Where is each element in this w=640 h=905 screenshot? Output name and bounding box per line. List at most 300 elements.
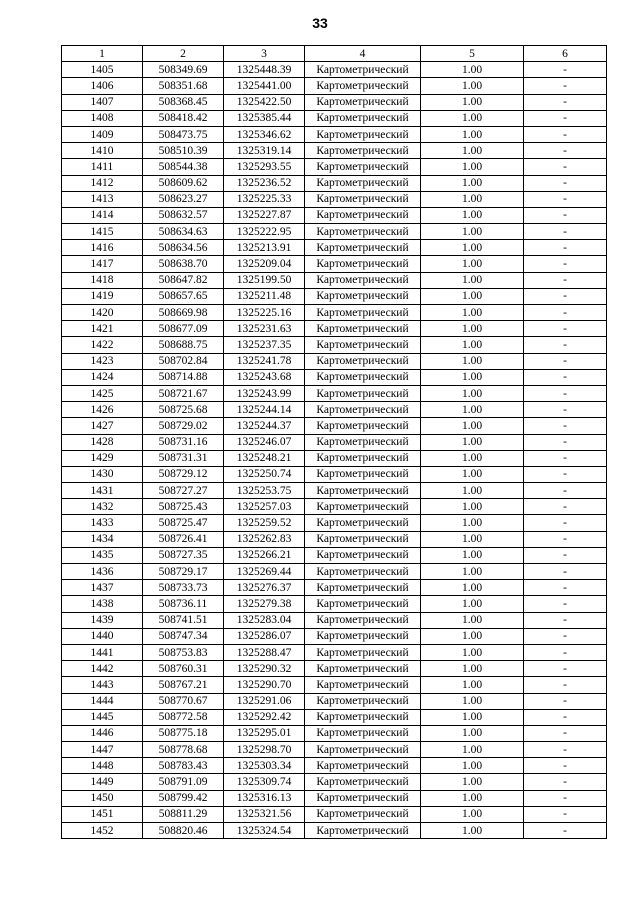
method-cell: Картометрический bbox=[305, 806, 421, 822]
point-number-cell: 1422 bbox=[62, 337, 143, 353]
y-coordinate-cell: 1325441.00 bbox=[224, 78, 305, 94]
table-row bbox=[62, 790, 607, 806]
x-coordinate-cell: 508733.73 bbox=[143, 580, 224, 596]
table-header-row bbox=[62, 46, 607, 62]
accuracy-cell: 1.00 bbox=[421, 353, 524, 369]
x-coordinate-cell: 508778.68 bbox=[143, 742, 224, 758]
point-number-cell: 1412 bbox=[62, 175, 143, 191]
table-row bbox=[62, 191, 607, 207]
method-cell: Картометрический bbox=[305, 418, 421, 434]
point-number-cell: 1440 bbox=[62, 628, 143, 644]
accuracy-cell: 1.00 bbox=[421, 143, 524, 159]
accuracy-cell: 1.00 bbox=[421, 644, 524, 660]
point-number-cell: 1439 bbox=[62, 612, 143, 628]
accuracy-cell: 1.00 bbox=[421, 175, 524, 191]
point-number-cell: 1434 bbox=[62, 531, 143, 547]
y-coordinate-cell: 1325244.14 bbox=[224, 402, 305, 418]
method-cell: Картометрический bbox=[305, 742, 421, 758]
y-coordinate-cell: 1325298.70 bbox=[224, 742, 305, 758]
method-cell: Картометрический bbox=[305, 564, 421, 580]
y-coordinate-cell: 1325243.99 bbox=[224, 385, 305, 401]
accuracy-cell: 1.00 bbox=[421, 515, 524, 531]
y-coordinate-cell: 1325211.48 bbox=[224, 288, 305, 304]
y-coordinate-cell: 1325422.50 bbox=[224, 94, 305, 110]
point-number-cell: 1452 bbox=[62, 823, 143, 839]
point-number-cell: 1428 bbox=[62, 434, 143, 450]
point-number-cell: 1421 bbox=[62, 321, 143, 337]
method-cell: Картометрический bbox=[305, 483, 421, 499]
note-cell: - bbox=[524, 758, 607, 774]
method-cell: Картометрический bbox=[305, 159, 421, 175]
table-row bbox=[62, 288, 607, 304]
accuracy-cell: 1.00 bbox=[421, 709, 524, 725]
point-number-cell: 1431 bbox=[62, 483, 143, 499]
x-coordinate-cell: 508510.39 bbox=[143, 143, 224, 159]
note-cell: - bbox=[524, 612, 607, 628]
table-row bbox=[62, 207, 607, 223]
y-coordinate-cell: 1325286.07 bbox=[224, 628, 305, 644]
note-cell: - bbox=[524, 256, 607, 272]
method-cell: Картометрический bbox=[305, 224, 421, 240]
accuracy-cell: 1.00 bbox=[421, 580, 524, 596]
accuracy-cell: 1.00 bbox=[421, 62, 524, 78]
table-row bbox=[62, 709, 607, 725]
x-coordinate-cell: 508731.31 bbox=[143, 450, 224, 466]
note-cell: - bbox=[524, 823, 607, 839]
method-cell: Картометрический bbox=[305, 62, 421, 78]
accuracy-cell: 1.00 bbox=[421, 434, 524, 450]
table-row bbox=[62, 774, 607, 790]
note-cell: - bbox=[524, 418, 607, 434]
method-cell: Картометрический bbox=[305, 369, 421, 385]
table-row bbox=[62, 272, 607, 288]
x-coordinate-cell: 508657.65 bbox=[143, 288, 224, 304]
table-row bbox=[62, 596, 607, 612]
note-cell: - bbox=[524, 434, 607, 450]
y-coordinate-cell: 1325324.54 bbox=[224, 823, 305, 839]
accuracy-cell: 1.00 bbox=[421, 547, 524, 563]
y-coordinate-cell: 1325246.07 bbox=[224, 434, 305, 450]
method-cell: Картометрический bbox=[305, 661, 421, 677]
page-number: 33 bbox=[312, 15, 328, 31]
y-coordinate-cell: 1325288.47 bbox=[224, 644, 305, 660]
x-coordinate-cell: 508727.35 bbox=[143, 547, 224, 563]
accuracy-cell: 1.00 bbox=[421, 224, 524, 240]
y-coordinate-cell: 1325290.70 bbox=[224, 677, 305, 693]
x-coordinate-cell: 508368.45 bbox=[143, 94, 224, 110]
point-number-cell: 1437 bbox=[62, 580, 143, 596]
method-cell: Картометрический bbox=[305, 644, 421, 660]
note-cell: - bbox=[524, 240, 607, 256]
note-cell: - bbox=[524, 272, 607, 288]
accuracy-cell: 1.00 bbox=[421, 564, 524, 580]
method-cell: Картометрический bbox=[305, 175, 421, 191]
y-coordinate-cell: 1325209.04 bbox=[224, 256, 305, 272]
table-row bbox=[62, 159, 607, 175]
table-row bbox=[62, 450, 607, 466]
x-coordinate-cell: 508609.62 bbox=[143, 175, 224, 191]
note-cell: - bbox=[524, 466, 607, 482]
accuracy-cell: 1.00 bbox=[421, 531, 524, 547]
table-row bbox=[62, 256, 607, 272]
accuracy-cell: 1.00 bbox=[421, 305, 524, 321]
point-number-cell: 1450 bbox=[62, 790, 143, 806]
y-coordinate-cell: 1325279.38 bbox=[224, 596, 305, 612]
x-coordinate-cell: 508747.34 bbox=[143, 628, 224, 644]
accuracy-cell: 1.00 bbox=[421, 450, 524, 466]
method-cell: Картометрический bbox=[305, 580, 421, 596]
accuracy-cell: 1.00 bbox=[421, 191, 524, 207]
method-cell: Картометрический bbox=[305, 126, 421, 142]
x-coordinate-cell: 508770.67 bbox=[143, 693, 224, 709]
note-cell: - bbox=[524, 110, 607, 126]
x-coordinate-cell: 508688.75 bbox=[143, 337, 224, 353]
y-coordinate-cell: 1325293.55 bbox=[224, 159, 305, 175]
note-cell: - bbox=[524, 564, 607, 580]
y-coordinate-cell: 1325448.39 bbox=[224, 62, 305, 78]
note-cell: - bbox=[524, 159, 607, 175]
accuracy-cell: 1.00 bbox=[421, 483, 524, 499]
x-coordinate-cell: 508634.63 bbox=[143, 224, 224, 240]
method-cell: Картометрический bbox=[305, 790, 421, 806]
table-row bbox=[62, 758, 607, 774]
x-coordinate-cell: 508714.88 bbox=[143, 369, 224, 385]
y-coordinate-cell: 1325291.06 bbox=[224, 693, 305, 709]
table-row bbox=[62, 806, 607, 822]
point-number-cell: 1426 bbox=[62, 402, 143, 418]
x-coordinate-cell: 508727.27 bbox=[143, 483, 224, 499]
table-row bbox=[62, 677, 607, 693]
note-cell: - bbox=[524, 806, 607, 822]
table-body bbox=[62, 62, 607, 839]
note-cell: - bbox=[524, 774, 607, 790]
point-number-cell: 1418 bbox=[62, 272, 143, 288]
accuracy-cell: 1.00 bbox=[421, 321, 524, 337]
note-cell: - bbox=[524, 369, 607, 385]
column-header: 3 bbox=[224, 46, 305, 62]
table-row bbox=[62, 531, 607, 547]
table-row bbox=[62, 693, 607, 709]
y-coordinate-cell: 1325269.44 bbox=[224, 564, 305, 580]
method-cell: Картометрический bbox=[305, 191, 421, 207]
table-row bbox=[62, 337, 607, 353]
note-cell: - bbox=[524, 385, 607, 401]
accuracy-cell: 1.00 bbox=[421, 288, 524, 304]
method-cell: Картометрический bbox=[305, 353, 421, 369]
point-number-cell: 1449 bbox=[62, 774, 143, 790]
y-coordinate-cell: 1325199.50 bbox=[224, 272, 305, 288]
method-cell: Картометрический bbox=[305, 337, 421, 353]
y-coordinate-cell: 1325303.34 bbox=[224, 758, 305, 774]
y-coordinate-cell: 1325231.63 bbox=[224, 321, 305, 337]
point-number-cell: 1443 bbox=[62, 677, 143, 693]
x-coordinate-cell: 508638.70 bbox=[143, 256, 224, 272]
method-cell: Картометрический bbox=[305, 758, 421, 774]
method-cell: Картометрический bbox=[305, 272, 421, 288]
x-coordinate-cell: 508772.58 bbox=[143, 709, 224, 725]
x-coordinate-cell: 508736.11 bbox=[143, 596, 224, 612]
note-cell: - bbox=[524, 596, 607, 612]
method-cell: Картометрический bbox=[305, 143, 421, 159]
x-coordinate-cell: 508741.51 bbox=[143, 612, 224, 628]
accuracy-cell: 1.00 bbox=[421, 774, 524, 790]
accuracy-cell: 1.00 bbox=[421, 661, 524, 677]
point-number-cell: 1411 bbox=[62, 159, 143, 175]
table-row bbox=[62, 580, 607, 596]
table-row bbox=[62, 644, 607, 660]
table-row bbox=[62, 143, 607, 159]
x-coordinate-cell: 508729.17 bbox=[143, 564, 224, 580]
table-row bbox=[62, 661, 607, 677]
accuracy-cell: 1.00 bbox=[421, 823, 524, 839]
table-row bbox=[62, 742, 607, 758]
note-cell: - bbox=[524, 709, 607, 725]
x-coordinate-cell: 508726.41 bbox=[143, 531, 224, 547]
method-cell: Картометрический bbox=[305, 78, 421, 94]
table-row bbox=[62, 175, 607, 191]
note-cell: - bbox=[524, 644, 607, 660]
note-cell: - bbox=[524, 305, 607, 321]
x-coordinate-cell: 508647.82 bbox=[143, 272, 224, 288]
table-row bbox=[62, 628, 607, 644]
y-coordinate-cell: 1325225.33 bbox=[224, 191, 305, 207]
point-number-cell: 1405 bbox=[62, 62, 143, 78]
method-cell: Картометрический bbox=[305, 531, 421, 547]
table-row bbox=[62, 224, 607, 240]
note-cell: - bbox=[524, 288, 607, 304]
x-coordinate-cell: 508351.68 bbox=[143, 78, 224, 94]
point-number-cell: 1414 bbox=[62, 207, 143, 223]
method-cell: Картометрический bbox=[305, 305, 421, 321]
note-cell: - bbox=[524, 677, 607, 693]
point-number-cell: 1420 bbox=[62, 305, 143, 321]
accuracy-cell: 1.00 bbox=[421, 790, 524, 806]
accuracy-cell: 1.00 bbox=[421, 806, 524, 822]
point-number-cell: 1444 bbox=[62, 693, 143, 709]
table-row bbox=[62, 305, 607, 321]
accuracy-cell: 1.00 bbox=[421, 499, 524, 515]
point-number-cell: 1429 bbox=[62, 450, 143, 466]
table-row bbox=[62, 823, 607, 839]
method-cell: Картометрический bbox=[305, 709, 421, 725]
note-cell: - bbox=[524, 62, 607, 78]
x-coordinate-cell: 508791.09 bbox=[143, 774, 224, 790]
y-coordinate-cell: 1325295.01 bbox=[224, 725, 305, 741]
y-coordinate-cell: 1325385.44 bbox=[224, 110, 305, 126]
method-cell: Картометрический bbox=[305, 321, 421, 337]
note-cell: - bbox=[524, 143, 607, 159]
y-coordinate-cell: 1325243.68 bbox=[224, 369, 305, 385]
table-row bbox=[62, 369, 607, 385]
method-cell: Картометрический bbox=[305, 434, 421, 450]
point-number-cell: 1413 bbox=[62, 191, 143, 207]
y-coordinate-cell: 1325250.74 bbox=[224, 466, 305, 482]
x-coordinate-cell: 508775.18 bbox=[143, 725, 224, 741]
point-number-cell: 1408 bbox=[62, 110, 143, 126]
y-coordinate-cell: 1325319.14 bbox=[224, 143, 305, 159]
method-cell: Картометрический bbox=[305, 256, 421, 272]
table-row bbox=[62, 515, 607, 531]
table-row bbox=[62, 62, 607, 78]
method-cell: Картометрический bbox=[305, 547, 421, 563]
method-cell: Картометрический bbox=[305, 499, 421, 515]
table-row bbox=[62, 110, 607, 126]
accuracy-cell: 1.00 bbox=[421, 758, 524, 774]
x-coordinate-cell: 508760.31 bbox=[143, 661, 224, 677]
y-coordinate-cell: 1325225.16 bbox=[224, 305, 305, 321]
point-number-cell: 1438 bbox=[62, 596, 143, 612]
note-cell: - bbox=[524, 580, 607, 596]
x-coordinate-cell: 508725.47 bbox=[143, 515, 224, 531]
point-number-cell: 1427 bbox=[62, 418, 143, 434]
y-coordinate-cell: 1325253.75 bbox=[224, 483, 305, 499]
note-cell: - bbox=[524, 321, 607, 337]
y-coordinate-cell: 1325236.52 bbox=[224, 175, 305, 191]
x-coordinate-cell: 508783.43 bbox=[143, 758, 224, 774]
y-coordinate-cell: 1325222.95 bbox=[224, 224, 305, 240]
table-row bbox=[62, 547, 607, 563]
y-coordinate-cell: 1325292.42 bbox=[224, 709, 305, 725]
accuracy-cell: 1.00 bbox=[421, 207, 524, 223]
point-number-cell: 1419 bbox=[62, 288, 143, 304]
point-number-cell: 1407 bbox=[62, 94, 143, 110]
accuracy-cell: 1.00 bbox=[421, 725, 524, 741]
y-coordinate-cell: 1325259.52 bbox=[224, 515, 305, 531]
y-coordinate-cell: 1325316.13 bbox=[224, 790, 305, 806]
note-cell: - bbox=[524, 483, 607, 499]
point-number-cell: 1424 bbox=[62, 369, 143, 385]
note-cell: - bbox=[524, 742, 607, 758]
point-number-cell: 1409 bbox=[62, 126, 143, 142]
accuracy-cell: 1.00 bbox=[421, 677, 524, 693]
x-coordinate-cell: 508725.43 bbox=[143, 499, 224, 515]
x-coordinate-cell: 508725.68 bbox=[143, 402, 224, 418]
column-header: 1 bbox=[62, 46, 143, 62]
point-number-cell: 1433 bbox=[62, 515, 143, 531]
point-number-cell: 1446 bbox=[62, 725, 143, 741]
note-cell: - bbox=[524, 531, 607, 547]
point-number-cell: 1435 bbox=[62, 547, 143, 563]
accuracy-cell: 1.00 bbox=[421, 612, 524, 628]
column-header: 6 bbox=[524, 46, 607, 62]
method-cell: Картометрический bbox=[305, 693, 421, 709]
x-coordinate-cell: 508731.16 bbox=[143, 434, 224, 450]
y-coordinate-cell: 1325321.56 bbox=[224, 806, 305, 822]
table-row bbox=[62, 321, 607, 337]
y-coordinate-cell: 1325241.78 bbox=[224, 353, 305, 369]
point-number-cell: 1406 bbox=[62, 78, 143, 94]
x-coordinate-cell: 508820.46 bbox=[143, 823, 224, 839]
point-number-cell: 1430 bbox=[62, 466, 143, 482]
accuracy-cell: 1.00 bbox=[421, 94, 524, 110]
note-cell: - bbox=[524, 661, 607, 677]
table-row bbox=[62, 499, 607, 515]
x-coordinate-cell: 508473.75 bbox=[143, 126, 224, 142]
y-coordinate-cell: 1325266.21 bbox=[224, 547, 305, 563]
coordinates-table bbox=[61, 45, 607, 839]
table-row bbox=[62, 385, 607, 401]
note-cell: - bbox=[524, 224, 607, 240]
method-cell: Картометрический bbox=[305, 385, 421, 401]
method-cell: Картометрический bbox=[305, 240, 421, 256]
table-row bbox=[62, 402, 607, 418]
x-coordinate-cell: 508729.12 bbox=[143, 466, 224, 482]
note-cell: - bbox=[524, 693, 607, 709]
column-header: 5 bbox=[421, 46, 524, 62]
note-cell: - bbox=[524, 126, 607, 142]
y-coordinate-cell: 1325309.74 bbox=[224, 774, 305, 790]
point-number-cell: 1410 bbox=[62, 143, 143, 159]
method-cell: Картометрический bbox=[305, 466, 421, 482]
note-cell: - bbox=[524, 337, 607, 353]
x-coordinate-cell: 508623.27 bbox=[143, 191, 224, 207]
method-cell: Картометрический bbox=[305, 288, 421, 304]
accuracy-cell: 1.00 bbox=[421, 385, 524, 401]
y-coordinate-cell: 1325262.83 bbox=[224, 531, 305, 547]
accuracy-cell: 1.00 bbox=[421, 240, 524, 256]
accuracy-cell: 1.00 bbox=[421, 693, 524, 709]
point-number-cell: 1423 bbox=[62, 353, 143, 369]
accuracy-cell: 1.00 bbox=[421, 337, 524, 353]
note-cell: - bbox=[524, 790, 607, 806]
note-cell: - bbox=[524, 450, 607, 466]
table-row bbox=[62, 434, 607, 450]
point-number-cell: 1448 bbox=[62, 758, 143, 774]
x-coordinate-cell: 508632.57 bbox=[143, 207, 224, 223]
point-number-cell: 1447 bbox=[62, 742, 143, 758]
method-cell: Картометрический bbox=[305, 450, 421, 466]
point-number-cell: 1415 bbox=[62, 224, 143, 240]
x-coordinate-cell: 508721.67 bbox=[143, 385, 224, 401]
note-cell: - bbox=[524, 402, 607, 418]
note-cell: - bbox=[524, 191, 607, 207]
method-cell: Картометрический bbox=[305, 823, 421, 839]
table-row bbox=[62, 353, 607, 369]
table-row bbox=[62, 564, 607, 580]
accuracy-cell: 1.00 bbox=[421, 126, 524, 142]
x-coordinate-cell: 508702.84 bbox=[143, 353, 224, 369]
accuracy-cell: 1.00 bbox=[421, 78, 524, 94]
note-cell: - bbox=[524, 94, 607, 110]
table-row bbox=[62, 725, 607, 741]
x-coordinate-cell: 508544.38 bbox=[143, 159, 224, 175]
y-coordinate-cell: 1325237.35 bbox=[224, 337, 305, 353]
table-row bbox=[62, 483, 607, 499]
method-cell: Картометрический bbox=[305, 110, 421, 126]
accuracy-cell: 1.00 bbox=[421, 256, 524, 272]
accuracy-cell: 1.00 bbox=[421, 272, 524, 288]
accuracy-cell: 1.00 bbox=[421, 159, 524, 175]
point-number-cell: 1442 bbox=[62, 661, 143, 677]
y-coordinate-cell: 1325283.04 bbox=[224, 612, 305, 628]
method-cell: Картометрический bbox=[305, 402, 421, 418]
point-number-cell: 1436 bbox=[62, 564, 143, 580]
note-cell: - bbox=[524, 547, 607, 563]
method-cell: Картометрический bbox=[305, 774, 421, 790]
note-cell: - bbox=[524, 207, 607, 223]
y-coordinate-cell: 1325248.21 bbox=[224, 450, 305, 466]
accuracy-cell: 1.00 bbox=[421, 466, 524, 482]
accuracy-cell: 1.00 bbox=[421, 628, 524, 644]
accuracy-cell: 1.00 bbox=[421, 418, 524, 434]
method-cell: Картометрический bbox=[305, 628, 421, 644]
point-number-cell: 1445 bbox=[62, 709, 143, 725]
note-cell: - bbox=[524, 353, 607, 369]
table-row bbox=[62, 240, 607, 256]
y-coordinate-cell: 1325213.91 bbox=[224, 240, 305, 256]
y-coordinate-cell: 1325276.37 bbox=[224, 580, 305, 596]
accuracy-cell: 1.00 bbox=[421, 110, 524, 126]
